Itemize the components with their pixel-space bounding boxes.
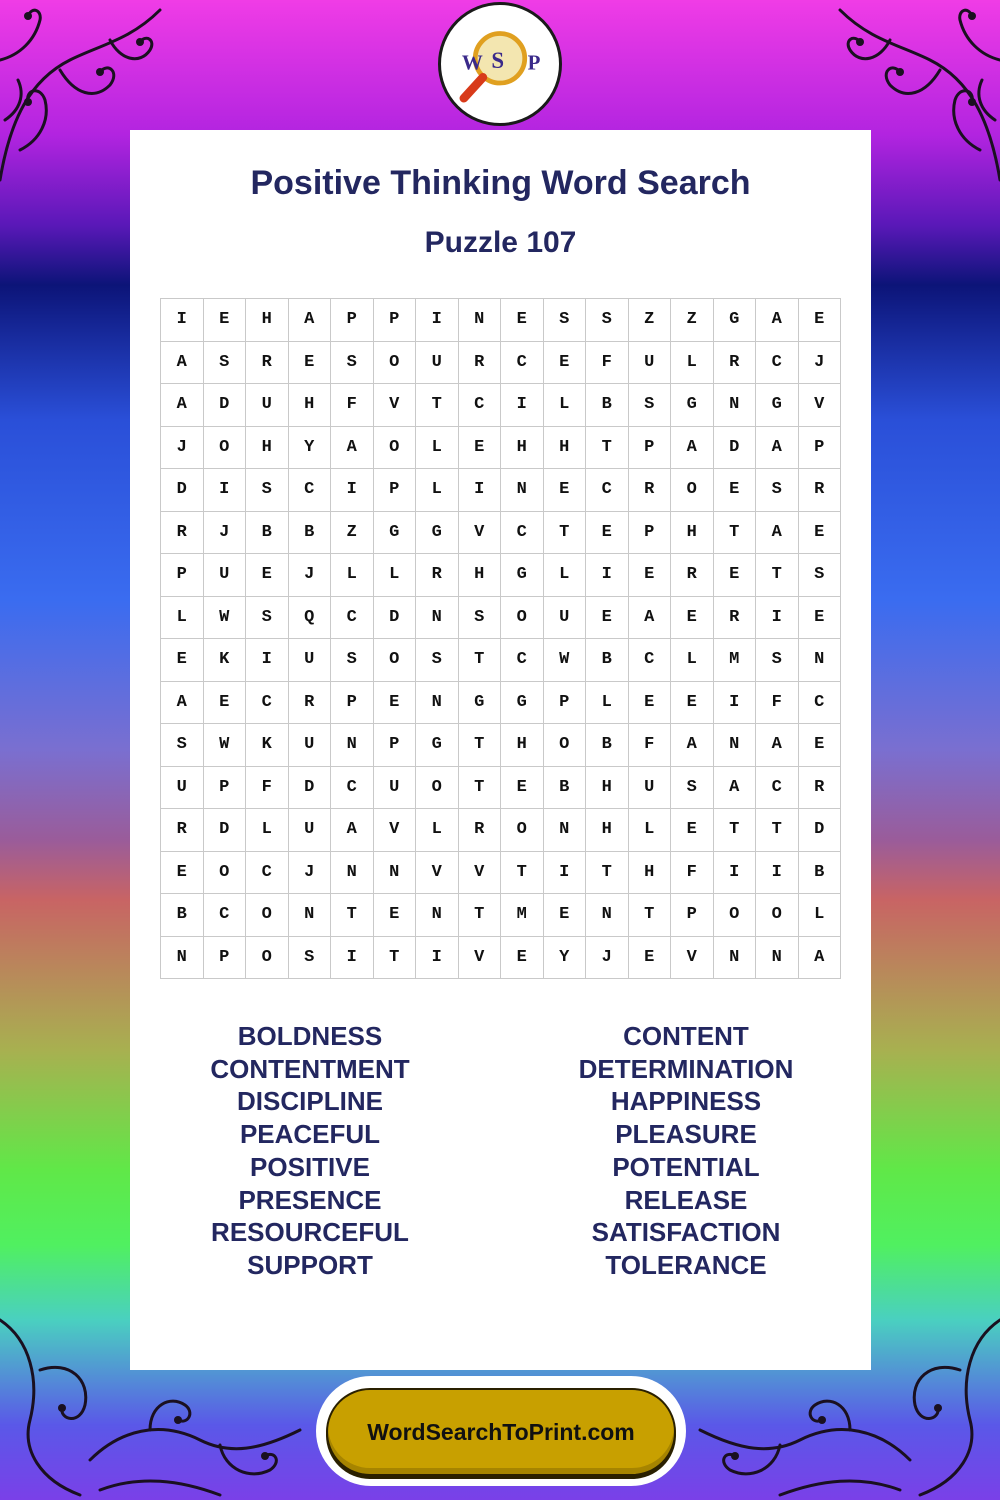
word-list-item: PRESENCE <box>238 1184 382 1215</box>
grid-cell[interactable]: A <box>671 724 714 767</box>
grid-cell[interactable]: R <box>416 554 459 597</box>
grid-cell[interactable]: G <box>501 554 544 597</box>
grid-cell[interactable]: I <box>501 384 544 427</box>
grid-cell[interactable]: E <box>586 597 629 640</box>
grid-cell[interactable]: I <box>331 937 374 980</box>
grid-cell[interactable]: E <box>714 554 757 597</box>
grid-cell[interactable]: E <box>459 427 502 470</box>
grid-cell[interactable]: E <box>374 682 417 725</box>
grid-cell[interactable]: U <box>629 767 672 810</box>
wsp-logo <box>438 2 562 126</box>
grid-cell[interactable]: N <box>714 937 757 980</box>
grid-cell[interactable]: I <box>544 852 587 895</box>
grid-cell[interactable]: N <box>289 894 332 937</box>
grid-cell[interactable]: L <box>416 427 459 470</box>
grid-cell[interactable]: I <box>204 469 247 512</box>
grid-cell[interactable]: L <box>374 554 417 597</box>
grid-cell[interactable]: R <box>629 469 672 512</box>
grid-cell[interactable]: C <box>799 682 842 725</box>
word-list-item: DISCIPLINE <box>237 1086 383 1117</box>
grid-cell[interactable]: C <box>331 597 374 640</box>
grid-cell[interactable]: L <box>416 809 459 852</box>
grid-cell[interactable]: N <box>459 299 502 342</box>
grid-cell[interactable]: U <box>374 767 417 810</box>
grid-cell[interactable]: T <box>544 512 587 555</box>
grid-cell[interactable]: U <box>289 809 332 852</box>
grid-cell[interactable]: C <box>246 682 289 725</box>
grid-cell[interactable]: V <box>671 937 714 980</box>
grid-cell[interactable]: S <box>544 299 587 342</box>
grid-cell[interactable]: R <box>714 342 757 385</box>
grid-cell[interactable]: I <box>416 937 459 980</box>
grid-cell[interactable]: P <box>331 299 374 342</box>
grid-cell[interactable]: R <box>799 767 842 810</box>
grid-cell[interactable]: V <box>374 384 417 427</box>
grid-cell[interactable]: I <box>586 554 629 597</box>
grid-cell[interactable]: T <box>459 894 502 937</box>
grid-cell[interactable]: K <box>204 639 247 682</box>
grid-cell[interactable]: O <box>246 937 289 980</box>
grid-cell[interactable]: Y <box>544 937 587 980</box>
grid-cell[interactable]: C <box>501 639 544 682</box>
grid-cell[interactable]: J <box>799 342 842 385</box>
grid-cell[interactable]: R <box>714 597 757 640</box>
word-list-item: RELEASE <box>624 1184 748 1215</box>
grid-cell[interactable]: R <box>161 809 204 852</box>
grid-cell[interactable]: O <box>416 767 459 810</box>
grid-cell[interactable]: R <box>246 342 289 385</box>
magnifier-icon <box>441 5 559 123</box>
grid-cell[interactable]: A <box>671 427 714 470</box>
grid-cell[interactable]: I <box>331 469 374 512</box>
grid-cell[interactable]: N <box>501 469 544 512</box>
grid-cell[interactable]: O <box>204 427 247 470</box>
grid-cell[interactable]: E <box>289 342 332 385</box>
grid-cell[interactable]: T <box>714 512 757 555</box>
grid-cell[interactable]: W <box>544 639 587 682</box>
grid-cell[interactable]: P <box>544 682 587 725</box>
grid-cell[interactable]: M <box>501 894 544 937</box>
grid-cell[interactable]: L <box>331 554 374 597</box>
grid-cell[interactable]: D <box>799 809 842 852</box>
grid-cell[interactable]: A <box>331 427 374 470</box>
grid-cell[interactable]: P <box>374 299 417 342</box>
grid-cell[interactable]: E <box>161 852 204 895</box>
grid-cell[interactable]: N <box>161 937 204 980</box>
grid-cell[interactable]: A <box>161 342 204 385</box>
grid-cell[interactable]: P <box>161 554 204 597</box>
grid-cell[interactable]: N <box>756 937 799 980</box>
grid-cell[interactable]: E <box>501 767 544 810</box>
grid-cell[interactable]: U <box>204 554 247 597</box>
grid-cell[interactable]: A <box>289 299 332 342</box>
word-list-item: TOLERANCE <box>605 1249 767 1280</box>
grid-cell[interactable]: V <box>416 852 459 895</box>
grid-cell[interactable]: C <box>501 342 544 385</box>
grid-cell[interactable]: N <box>544 809 587 852</box>
grid-cell[interactable]: S <box>246 469 289 512</box>
grid-cell[interactable]: T <box>756 809 799 852</box>
grid-cell[interactable]: G <box>416 512 459 555</box>
grid-cell[interactable]: I <box>756 852 799 895</box>
grid-cell[interactable]: P <box>629 427 672 470</box>
grid-cell[interactable]: B <box>586 384 629 427</box>
grid-cell[interactable]: T <box>714 809 757 852</box>
grid-cell[interactable]: N <box>714 724 757 767</box>
grid-cell[interactable]: N <box>416 597 459 640</box>
grid-cell[interactable]: N <box>331 852 374 895</box>
grid-cell[interactable]: E <box>544 894 587 937</box>
grid-cell[interactable]: O <box>756 894 799 937</box>
grid-cell[interactable]: V <box>459 512 502 555</box>
grid-cell[interactable]: B <box>586 639 629 682</box>
grid-cell[interactable]: R <box>161 512 204 555</box>
grid-cell[interactable]: B <box>246 512 289 555</box>
grid-cell[interactable]: G <box>714 299 757 342</box>
grid-cell[interactable]: F <box>331 384 374 427</box>
grid-cell[interactable]: D <box>289 767 332 810</box>
grid-cell[interactable]: J <box>289 554 332 597</box>
grid-cell[interactable]: P <box>374 469 417 512</box>
grid-cell[interactable]: D <box>161 469 204 512</box>
word-list-item: PLEASURE <box>615 1119 757 1150</box>
grid-cell[interactable]: H <box>586 767 629 810</box>
word-list-item: POSITIVE <box>250 1151 370 1182</box>
word-list-item: POTENTIAL <box>612 1151 760 1182</box>
grid-cell[interactable]: E <box>629 682 672 725</box>
grid-cell[interactable]: C <box>756 342 799 385</box>
grid-cell[interactable]: P <box>204 767 247 810</box>
grid-cell[interactable]: E <box>799 299 842 342</box>
grid-cell[interactable]: N <box>416 894 459 937</box>
grid-cell[interactable]: F <box>246 767 289 810</box>
grid-cell[interactable]: A <box>756 427 799 470</box>
grid-cell[interactable]: R <box>459 809 502 852</box>
grid-cell[interactable]: U <box>629 342 672 385</box>
grid-cell[interactable]: N <box>331 724 374 767</box>
grid-cell[interactable]: I <box>756 597 799 640</box>
grid-cell[interactable]: E <box>799 597 842 640</box>
grid-cell[interactable]: S <box>416 639 459 682</box>
grid-cell[interactable]: S <box>289 937 332 980</box>
grid-cell[interactable]: L <box>544 384 587 427</box>
grid-cell[interactable]: U <box>544 597 587 640</box>
grid-cell[interactable]: H <box>246 427 289 470</box>
grid-cell[interactable]: H <box>629 852 672 895</box>
grid-cell[interactable]: W <box>204 597 247 640</box>
grid-cell[interactable]: R <box>289 682 332 725</box>
grid-cell[interactable]: H <box>289 384 332 427</box>
word-list-item: HAPPINESS <box>610 1086 762 1117</box>
grid-cell[interactable]: T <box>629 894 672 937</box>
grid-cell[interactable]: O <box>204 852 247 895</box>
grid-cell[interactable]: F <box>586 342 629 385</box>
grid-cell[interactable]: A <box>161 384 204 427</box>
grid-cell[interactable]: E <box>629 937 672 980</box>
logo-letter-w: W <box>461 50 483 75</box>
grid-cell[interactable]: S <box>799 554 842 597</box>
grid-cell[interactable]: S <box>629 384 672 427</box>
grid-cell[interactable]: E <box>799 512 842 555</box>
grid-cell[interactable]: C <box>289 469 332 512</box>
grid-cell[interactable]: O <box>501 809 544 852</box>
grid-cell[interactable]: P <box>799 427 842 470</box>
grid-cell[interactable]: N <box>416 682 459 725</box>
grid-cell[interactable]: A <box>714 767 757 810</box>
grid-cell[interactable]: U <box>289 639 332 682</box>
grid-cell[interactable]: E <box>671 597 714 640</box>
grid-cell[interactable]: L <box>544 554 587 597</box>
grid-cell[interactable]: E <box>204 299 247 342</box>
grid-cell[interactable]: E <box>544 342 587 385</box>
grid-cell[interactable]: D <box>714 427 757 470</box>
grid-cell[interactable]: C <box>629 639 672 682</box>
grid-cell[interactable]: H <box>671 512 714 555</box>
grid-cell[interactable]: S <box>671 767 714 810</box>
grid-cell[interactable]: U <box>246 384 289 427</box>
grid-cell[interactable]: T <box>586 852 629 895</box>
grid-cell[interactable]: Q <box>289 597 332 640</box>
grid-cell[interactable]: E <box>501 937 544 980</box>
grid-cell[interactable]: E <box>799 724 842 767</box>
grid-cell[interactable]: G <box>374 512 417 555</box>
grid-cell[interactable]: O <box>374 427 417 470</box>
grid-cell[interactable]: A <box>331 809 374 852</box>
grid-cell[interactable]: S <box>459 597 502 640</box>
grid-cell[interactable]: T <box>459 724 502 767</box>
grid-cell[interactable]: V <box>374 809 417 852</box>
grid-cell[interactable]: W <box>204 724 247 767</box>
grid-cell[interactable]: B <box>289 512 332 555</box>
word-list-item: PEACEFUL <box>239 1119 381 1150</box>
grid-cell[interactable]: A <box>756 724 799 767</box>
grid-cell[interactable]: S <box>586 299 629 342</box>
grid-cell[interactable]: B <box>544 767 587 810</box>
grid-cell[interactable]: O <box>374 342 417 385</box>
grid-cell[interactable]: C <box>459 384 502 427</box>
grid-cell[interactable]: B <box>799 852 842 895</box>
grid-cell[interactable]: Y <box>289 427 332 470</box>
grid-cell[interactable]: O <box>714 894 757 937</box>
grid-cell[interactable]: A <box>799 937 842 980</box>
grid-cell[interactable]: T <box>374 937 417 980</box>
word-list-item: SUPPORT <box>247 1249 373 1280</box>
grid-cell[interactable]: S <box>246 597 289 640</box>
grid-cell[interactable]: E <box>501 299 544 342</box>
grid-cell[interactable]: G <box>501 682 544 725</box>
grid-cell[interactable]: L <box>671 342 714 385</box>
site-link-button[interactable]: WordSearchToPrint.com <box>326 1388 676 1476</box>
grid-cell[interactable]: F <box>629 724 672 767</box>
grid-cell[interactable]: Z <box>331 512 374 555</box>
word-list-item: SATISFACTION <box>591 1217 781 1248</box>
grid-cell[interactable]: B <box>586 724 629 767</box>
word-list-item: CONTENT <box>623 1021 749 1051</box>
grid-cell[interactable]: L <box>671 639 714 682</box>
footer-badge <box>316 1376 686 1486</box>
grid-cell[interactable]: P <box>374 724 417 767</box>
grid-cell[interactable]: I <box>714 682 757 725</box>
grid-cell[interactable]: I <box>459 469 502 512</box>
word-list-item: RESOURCEFUL <box>211 1217 409 1248</box>
grid-cell[interactable]: E <box>161 639 204 682</box>
grid-cell[interactable]: V <box>459 852 502 895</box>
grid-cell[interactable]: N <box>714 384 757 427</box>
page-title: Positive Thinking Word Search <box>250 164 751 202</box>
grid-cell[interactable]: P <box>204 937 247 980</box>
grid-cell[interactable]: N <box>586 894 629 937</box>
grid-cell[interactable]: L <box>629 809 672 852</box>
grid-cell[interactable]: T <box>416 384 459 427</box>
grid-cell[interactable]: V <box>459 937 502 980</box>
grid-cell[interactable]: C <box>501 512 544 555</box>
grid-cell[interactable]: E <box>246 554 289 597</box>
grid-cell[interactable]: T <box>756 554 799 597</box>
grid-cell[interactable]: C <box>756 767 799 810</box>
grid-cell[interactable]: C <box>331 767 374 810</box>
grid-cell[interactable]: T <box>459 639 502 682</box>
grid-cell[interactable]: U <box>161 767 204 810</box>
grid-cell[interactable]: S <box>756 639 799 682</box>
grid-cell[interactable]: S <box>161 724 204 767</box>
grid-cell[interactable]: H <box>501 427 544 470</box>
grid-cell[interactable]: T <box>459 767 502 810</box>
grid-cell[interactable]: T <box>586 427 629 470</box>
puzzle-panel <box>130 130 871 1370</box>
grid-cell[interactable]: L <box>246 809 289 852</box>
grid-cell[interactable]: S <box>204 342 247 385</box>
grid-cell[interactable]: R <box>799 469 842 512</box>
grid-cell[interactable]: I <box>161 299 204 342</box>
grid-cell[interactable]: A <box>629 597 672 640</box>
grid-cell[interactable]: U <box>416 342 459 385</box>
grid-cell[interactable]: A <box>756 299 799 342</box>
grid-cell[interactable]: G <box>756 384 799 427</box>
logo-letter-p: P <box>527 50 541 75</box>
grid-cell[interactable]: H <box>246 299 289 342</box>
grid-cell[interactable]: O <box>374 639 417 682</box>
grid-cell[interactable]: R <box>459 342 502 385</box>
grid-cell[interactable]: D <box>374 597 417 640</box>
grid-cell[interactable]: P <box>629 512 672 555</box>
grid-cell[interactable]: F <box>671 852 714 895</box>
grid-cell[interactable]: R <box>671 554 714 597</box>
grid-cell[interactable]: C <box>246 852 289 895</box>
grid-cell[interactable]: H <box>459 554 502 597</box>
grid-cell[interactable]: T <box>501 852 544 895</box>
grid-cell[interactable]: J <box>204 512 247 555</box>
grid-cell[interactable]: D <box>204 384 247 427</box>
grid-cell[interactable]: M <box>714 639 757 682</box>
grid-cell[interactable]: A <box>756 512 799 555</box>
grid-cell[interactable]: E <box>544 469 587 512</box>
word-list-item: DETERMINATION <box>578 1053 794 1084</box>
word-list-left <box>130 1020 490 1282</box>
grid-cell[interactable]: K <box>246 724 289 767</box>
grid-cell[interactable]: T <box>331 894 374 937</box>
grid-cell[interactable]: V <box>799 384 842 427</box>
grid-cell[interactable]: I <box>416 299 459 342</box>
grid-cell[interactable]: I <box>246 639 289 682</box>
grid-cell[interactable]: N <box>374 852 417 895</box>
grid-cell[interactable]: I <box>714 852 757 895</box>
grid-cell[interactable]: J <box>161 427 204 470</box>
grid-cell[interactable]: H <box>586 809 629 852</box>
word-list-right <box>506 1020 866 1282</box>
grid-cell[interactable]: O <box>246 894 289 937</box>
grid-cell[interactable]: L <box>586 682 629 725</box>
grid-cell[interactable]: G <box>671 384 714 427</box>
grid-cell[interactable]: P <box>671 894 714 937</box>
word-list-item: BOLDNESS <box>237 1021 383 1051</box>
grid-cell[interactable]: H <box>501 724 544 767</box>
grid-cell[interactable]: G <box>416 724 459 767</box>
grid-cell[interactable]: J <box>289 852 332 895</box>
grid-cell[interactable]: L <box>799 894 842 937</box>
grid-cell[interactable]: E <box>629 554 672 597</box>
grid-cell[interactable]: F <box>756 682 799 725</box>
grid-cell[interactable]: S <box>756 469 799 512</box>
grid-cell[interactable]: C <box>586 469 629 512</box>
grid-cell[interactable]: B <box>161 894 204 937</box>
grid-cell[interactable]: P <box>331 682 374 725</box>
grid-cell[interactable]: E <box>671 809 714 852</box>
grid-cell[interactable]: O <box>501 597 544 640</box>
grid-cell[interactable]: G <box>459 682 502 725</box>
grid-cell[interactable]: E <box>204 682 247 725</box>
grid-cell[interactable]: E <box>374 894 417 937</box>
grid-cell[interactable]: S <box>331 342 374 385</box>
grid-cell[interactable]: J <box>586 937 629 980</box>
grid-cell[interactable]: H <box>544 427 587 470</box>
grid-cell[interactable]: E <box>714 469 757 512</box>
grid-cell[interactable]: N <box>799 639 842 682</box>
grid-cell[interactable]: L <box>416 469 459 512</box>
grid-cell[interactable]: O <box>671 469 714 512</box>
word-list-item: CONTENTMENT <box>210 1053 410 1084</box>
grid-cell[interactable]: Z <box>629 299 672 342</box>
grid-cell[interactable]: D <box>204 809 247 852</box>
grid-cell[interactable]: Z <box>671 299 714 342</box>
grid-cell[interactable]: E <box>671 682 714 725</box>
grid-cell[interactable]: L <box>161 597 204 640</box>
grid-cell[interactable]: C <box>204 894 247 937</box>
grid-cell[interactable]: U <box>289 724 332 767</box>
puzzle-number: Puzzle 107 <box>424 226 577 259</box>
grid-cell[interactable]: O <box>544 724 587 767</box>
logo-letter-s: S <box>491 47 505 73</box>
grid-cell[interactable]: E <box>586 512 629 555</box>
grid-cell[interactable]: S <box>331 639 374 682</box>
letter-grid <box>160 298 841 979</box>
grid-cell[interactable]: A <box>161 682 204 725</box>
